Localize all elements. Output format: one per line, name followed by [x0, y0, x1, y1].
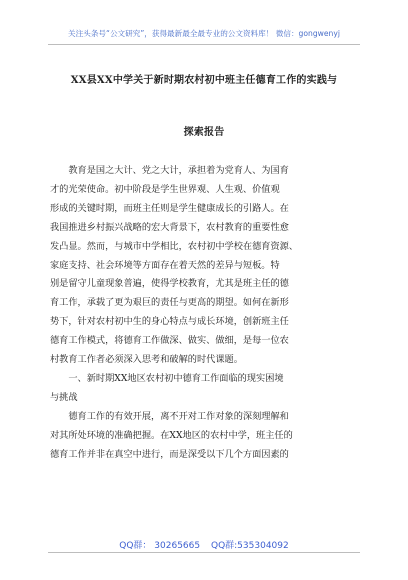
- document-title-line-1: XX县XX中学关于新时期农村初中班主任德育工作的实践与: [70, 75, 338, 86]
- section-heading: 一、新时期XX地区农村初中德育工作面临的现实困境: [50, 372, 284, 384]
- header-promo-note: 关注头条号“公文研究”，获得最新最全最专业的公文资料库！ 微信：gongwenyj: [68, 29, 340, 38]
- body-line: 村教育工作者必须深入思考和破解的时代课题。: [50, 354, 243, 366]
- body-line: 我国推进乡村振兴战略的宏大背景下，农村教育的重要性愈: [50, 221, 289, 233]
- header-divider: [48, 44, 360, 45]
- body-line: 家庭支持、社会环境等方面存在着天然的差异与短板。特: [50, 259, 280, 271]
- footer-qq-group-2: QQ群:535304092: [210, 541, 289, 551]
- body-line: 别是留守儿童现象普遍，使得学校教育，尤其是班主任的德: [50, 278, 289, 290]
- body-line: 形成的关键时期，而班主任则是学生健康成长的引路人。在: [50, 202, 289, 214]
- footer-qq-groups: [0, 538, 408, 551]
- body-line: 育工作，承载了更为艰巨的责任与更高的期望。如何在新形: [50, 297, 289, 309]
- body-line: 势下，针对农村初中生的身心特点与成长环境，创新班主任: [50, 316, 289, 328]
- document-title-line-2: 探索报告: [183, 127, 225, 138]
- body-line: 发凸显。然而，与城市中学相比，农村初中学校在德育资源、: [50, 240, 299, 252]
- footer-qq-group-1: QQ群： 30265665: [119, 541, 201, 551]
- body-line: 德育工作并非在真空中进行，而是深受以下几个方面因素的: [50, 448, 289, 460]
- section-heading-continued: 与挑战: [50, 391, 78, 403]
- body-line: 对其所处环境的准确把握。在XX地区的农村中学，班主任的: [50, 429, 293, 441]
- body-line: 德育工作的有效开展，离不开对工作对象的深刻理解和: [50, 410, 289, 422]
- document-body: [50, 162, 358, 465]
- footer-divider: [48, 552, 360, 553]
- body-line: 德育工作模式，将德育工作做深、做实、做细，是每一位农: [50, 335, 289, 347]
- body-line: 教育是国之大计、党之大计，承担着为党育人、为国育: [50, 165, 289, 176]
- body-line: 才的光荣使命。初中阶段是学生世界观、人生观、价值观: [50, 183, 280, 195]
